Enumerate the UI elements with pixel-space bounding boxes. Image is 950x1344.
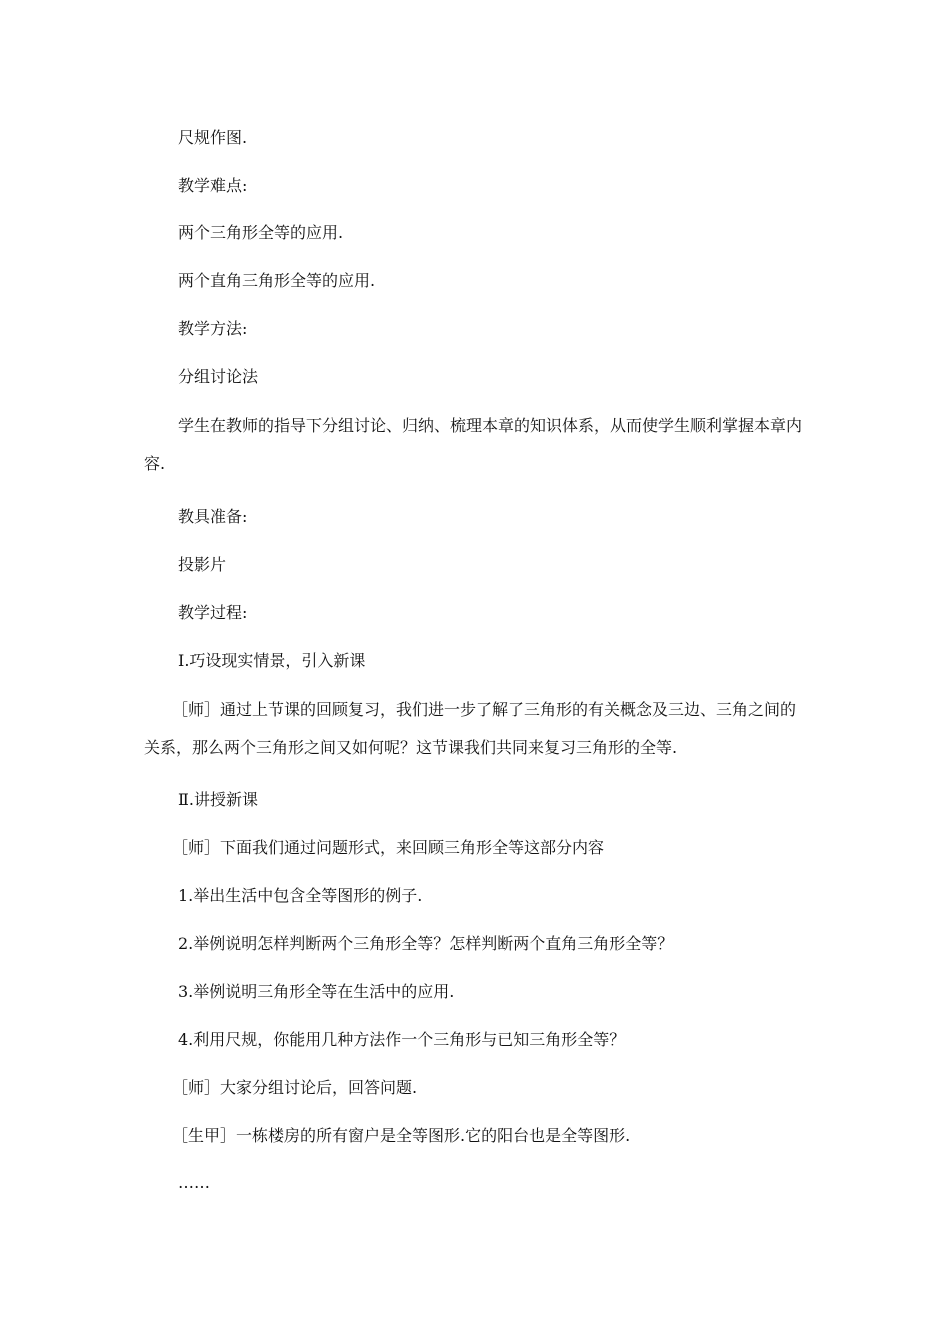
section-heading: 教学方法: — [178, 319, 248, 338]
text-line: 两个三角形全等的应用. — [178, 223, 344, 242]
text-line: 两个直角三角形全等的应用. — [178, 271, 376, 290]
section-heading: 教学过程: — [178, 603, 248, 622]
list-item: 1.举出生活中包含全等图形的例子. — [178, 886, 423, 905]
paragraph: ［师］通过上节课的回顾复习，我们进一步了解了三角形的有关概念及三边、三角之间的关系，那么两个三角形之间又如何呢？这节课我们共同来复习三角形的全等. — [144, 700, 797, 757]
list-item: 2.举例说明怎样判断两个三角形全等？怎样判断两个直角三角形全等？ — [178, 934, 674, 953]
text-line: 投影片 — [178, 555, 227, 574]
section-heading: 教学难点: — [178, 176, 248, 195]
ellipsis: …… — [178, 1173, 210, 1192]
text-line: ［生甲］一栋楼房的所有窗户是全等图形.它的阳台也是全等图形. — [172, 1126, 631, 1145]
text-line: ［师］大家分组讨论后，回答问题. — [172, 1078, 418, 1097]
text-line: 尺规作图. — [178, 128, 248, 147]
section-heading: Ⅰ.巧设现实情景，引入新课 — [178, 651, 366, 670]
section-heading: 教具准备: — [178, 507, 248, 526]
list-item: 4.利用尺规，你能用几种方法作一个三角形与已知三角形全等？ — [178, 1030, 626, 1049]
text-line: 分组讨论法 — [178, 367, 259, 386]
text-line: ［师］下面我们通过问题形式，来回顾三角形全等这部分内容 — [172, 838, 605, 857]
section-heading: Ⅱ.讲授新课 — [178, 790, 258, 809]
paragraph: 学生在教师的指导下分组讨论、归纳、梳理本章的知识体系，从而使学生顺利掌握本章内容. — [144, 416, 803, 473]
list-item: 3.举例说明三角形全等在生活中的应用. — [178, 982, 455, 1001]
